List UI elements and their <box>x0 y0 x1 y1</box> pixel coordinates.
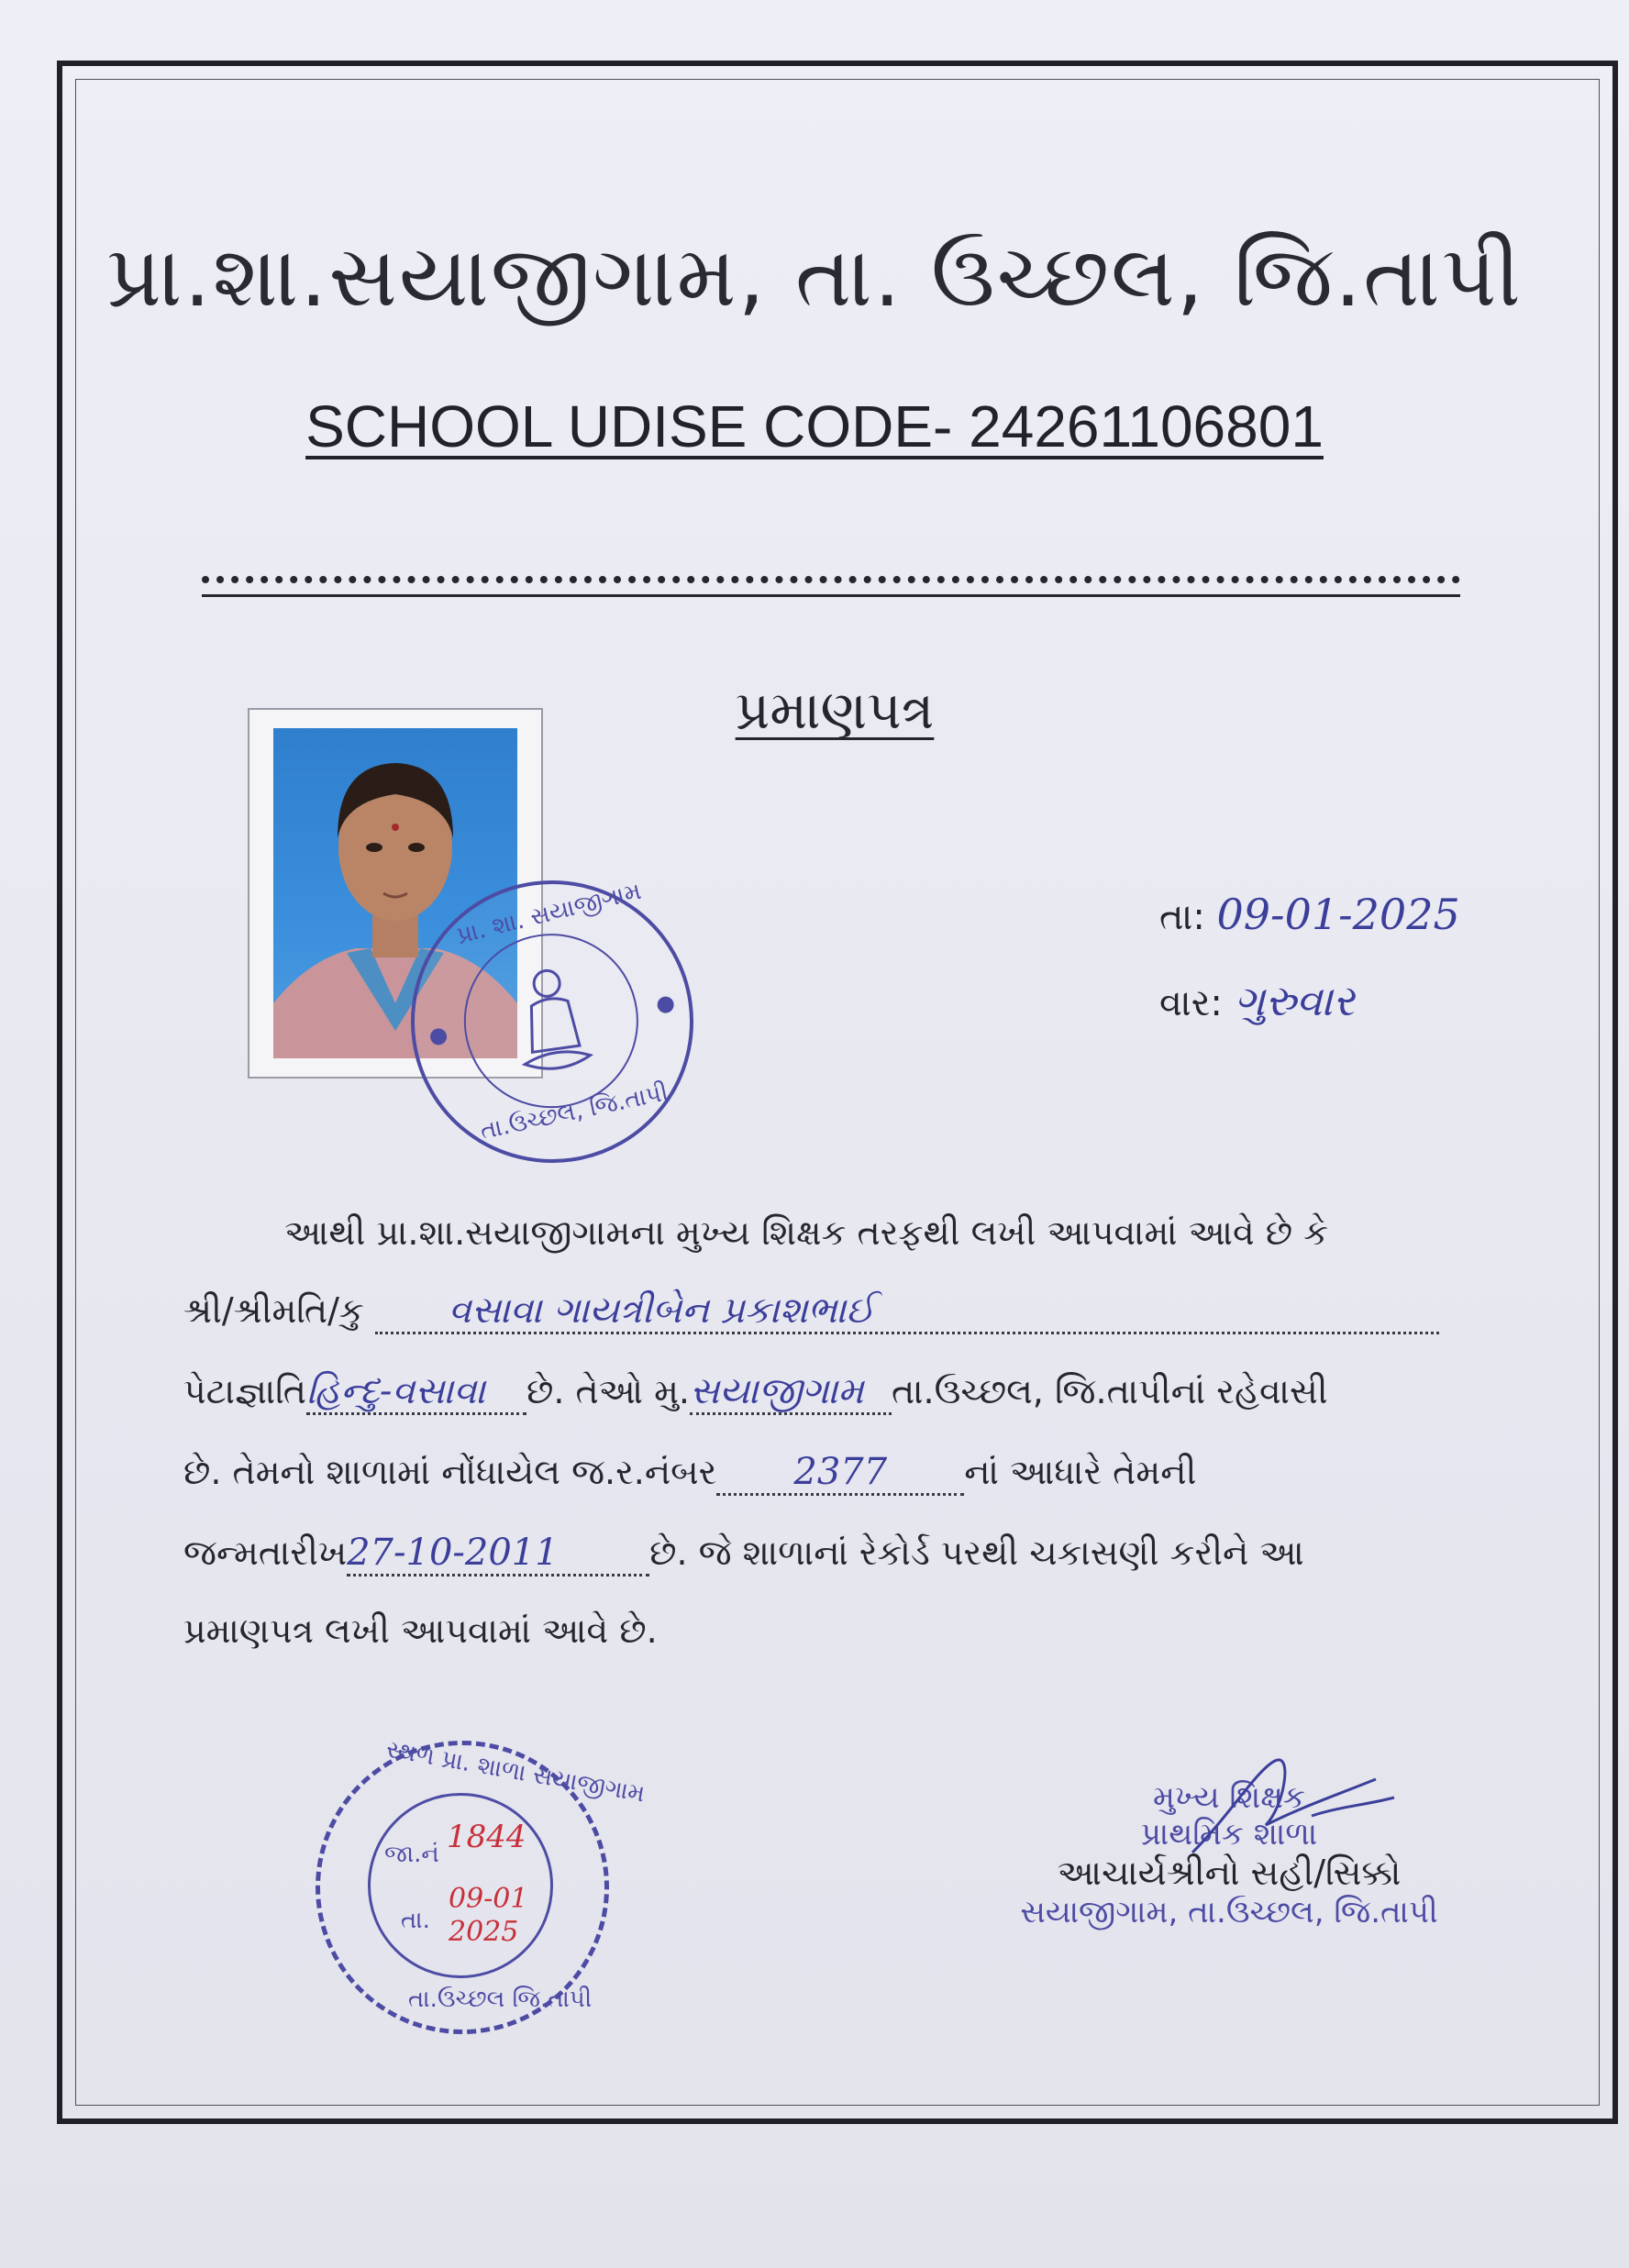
subcaste-label: પેટાજ્ઞાતિ <box>183 1371 306 1411</box>
certificate-heading: પ્રમાણપત્ર <box>735 679 935 741</box>
village-value: સયાજીગામ <box>690 1370 864 1412</box>
day-value: ગુરુવાર <box>1234 976 1355 1025</box>
dotted-divider <box>202 576 1460 583</box>
signature-label: આચાર્યશ્રીનો સહી/સિક્કો <box>1057 1853 1402 1893</box>
body-text-segment: તા.ઉચ્છલ, જિ.તાપીનાં રહેવાસી <box>892 1371 1328 1411</box>
signature-block <box>972 1779 1486 1931</box>
outward-stamp-outer-text: સ્થળ પ્રા. શાળા સયાજીગામ <box>383 1735 648 1809</box>
seal-dot-right <box>656 995 674 1013</box>
body-text-segment: છે. જે શાળાનાં રેકોર્ડ પરથી ચકાસણી કરીને આ <box>649 1532 1304 1573</box>
solid-divider <box>202 594 1460 597</box>
outward-stamp-bottom-text: તા.ઉચ્છલ જિ.તાપી <box>408 1986 593 2013</box>
dob-label: જન્મતારીખ <box>183 1532 348 1573</box>
school-title: પ્રા.શા.સયાજીગામ, તા. ઉચ્છલ, જિ.તાપી <box>106 227 1523 326</box>
seal-bottom-text: તા.ઉચ્છલ, જિ.તાપી <box>478 1079 671 1145</box>
body-line-name <box>183 1289 1477 1334</box>
seal-top-text: પ્રા. શા. સયાજીગામ <box>453 877 645 950</box>
day-label: વાર: <box>1159 982 1223 1024</box>
body-line-subcaste <box>183 1370 1477 1415</box>
udise-code: SCHOOL UDISE CODE- 24261106801 <box>305 393 1324 459</box>
date-value: 09-01-2025 <box>1216 890 1460 939</box>
body-line-last: પ્રમાણપત્ર લખી આપવામાં આવે છે. <box>183 1610 658 1651</box>
body-text-segment: છે. તેઓ મુ. <box>526 1371 691 1411</box>
outward-date-value: 09-01 2025 <box>449 1883 528 1948</box>
outward-register-stamp <box>316 1735 648 2034</box>
signature-stamp-line-2: પ્રાથમિક શાળા <box>1140 1816 1318 1853</box>
seal-dot-left <box>429 1027 448 1045</box>
body-text-segment: નાં આધારે તેમની <box>964 1452 1197 1492</box>
outward-number-value: 1844 <box>447 1819 526 1855</box>
body-line-dob <box>183 1532 1477 1577</box>
body-line-1: આથી પ્રા.શા.સયાજીગામના મુખ્ય શિક્ષક તરફથી લખી આપવામાં આવે છે કે <box>284 1212 1329 1253</box>
date-label: તા: <box>1159 896 1205 938</box>
signature-stamp-line-1: મુખ્ય શિક્ષક <box>1153 1779 1305 1816</box>
principal-signature <box>1174 1742 1413 1871</box>
goddess-emblem-icon <box>498 952 607 1092</box>
name-value: વસાવા ગાયત્રીબેન પ્રકાશભાઈ <box>448 1289 875 1332</box>
date-line <box>1159 890 1460 939</box>
dob-value: 27-10-2011 <box>347 1532 559 1574</box>
subcaste-value: હિન્દુ-વસાવા <box>305 1370 486 1412</box>
outward-date-label: તા. <box>401 1907 430 1934</box>
day-line <box>1159 976 1355 1027</box>
name-label: શ્રી/શ્રીમતિ/કુ <box>183 1290 364 1331</box>
outward-number-label: જા.નં <box>384 1841 439 1868</box>
body-line-register <box>183 1451 1477 1496</box>
body-text-segment: છે. તેમનો શાળામાં નોંધાયેલ જ.ર.નંબર <box>183 1452 717 1492</box>
signature-stamp-line-3: સયાજીગામ, તા.ઉચ્છલ, જિ.તાપી <box>1020 1894 1438 1931</box>
register-number-value: 2377 <box>793 1451 888 1493</box>
